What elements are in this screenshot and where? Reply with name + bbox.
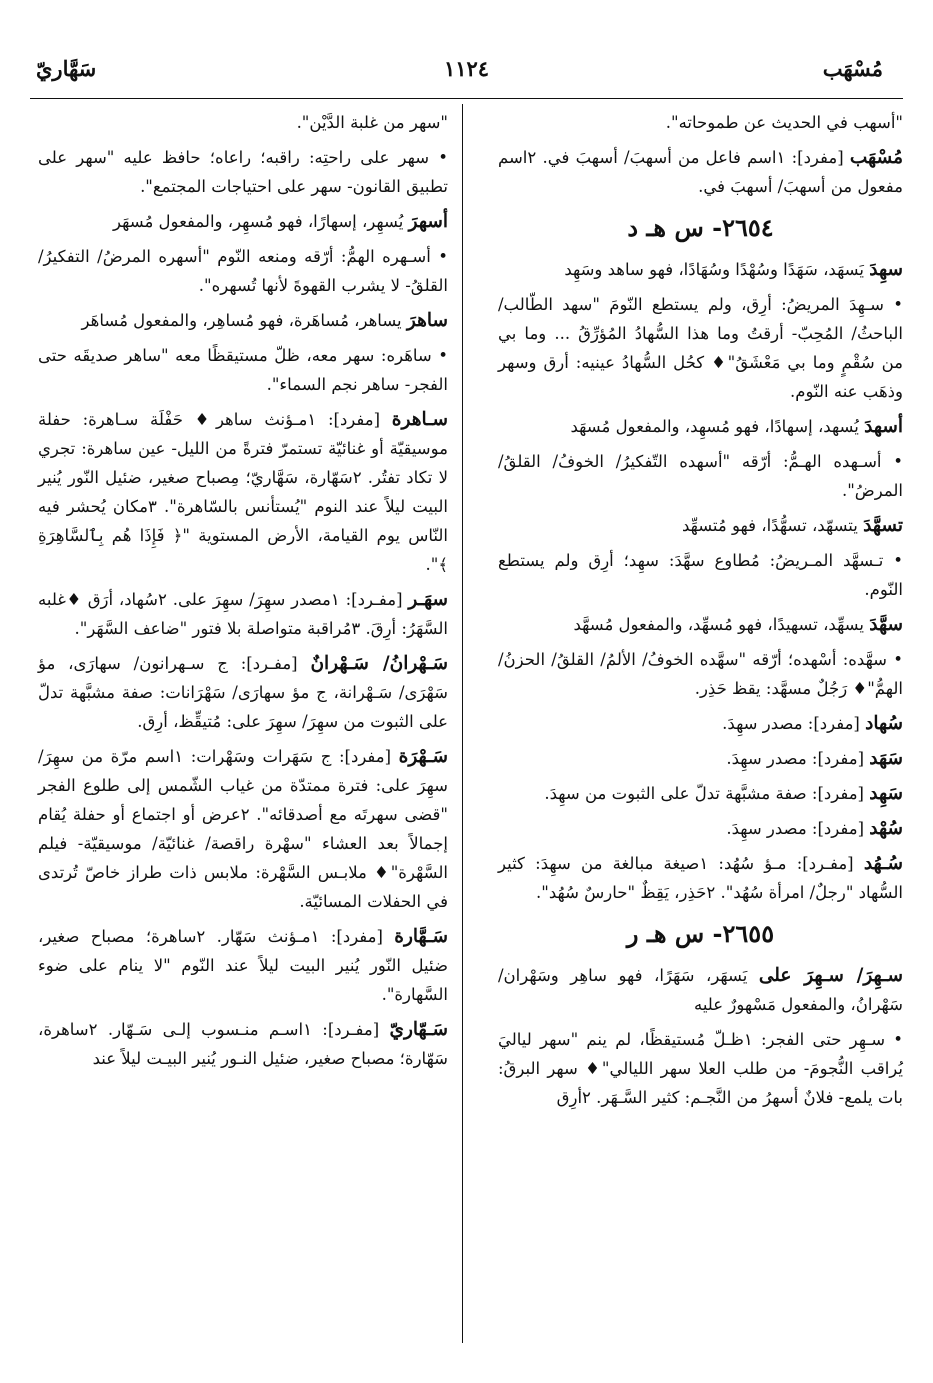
entry-text: [مفـرد]: ١مصدر سهِرَ/ سهِرَ على. ٢سُهاد، أرَق ♦غلبه السَّهَرُ: أرِقَ. ٣مُراقبة متواصلة بلا فتور "ضاعف السَّهَر". [38,590,448,638]
dictionary-entry [498,143,903,201]
headword: تسهَّدَ [863,515,903,536]
entry-text: [مفرد]: ١مـؤنث ساهر♦ حَفْلَة سـاهرة: حفلة موسيقيّة أو غنائيّة تستمرّ فترةً من الليل- عين ساهرة: تجري لا تكاد تفتُر. ٢سَهّارة، سَهَّاريّ؛ مِصباح صغير، ضئيل النّور يُنير البيت ليلاً عند النوم "يُستأنس بالسّاهرة". ٣مكان يُحشر فيه النّاس يوم القيامة، الأرض المستوية "﴿ فَإِذَا هُم بِٱلسَّاهِرَةِ ﴾". [38,410,448,574]
dictionary-entry [38,108,448,137]
headword: سهِدَ [869,259,903,280]
headword: سُهْد [869,818,903,839]
dictionary-entry [498,779,903,808]
dictionary-entry [38,405,448,579]
dictionary-entry [498,511,903,540]
headword: سـهِرَ/ سـهِرَ على [758,965,903,986]
entry-text: • ساهَره: سهر معه، ظلّ مستيقظًا معه "ساهر صديقَه حتى الفجر- ساهر نجم السماء". [38,346,448,394]
dictionary-entry [38,649,448,736]
entry-text: • أسـهده الهـمُّ: أرّقه "أسهده التّفكيرُ/ الخوفُ/ القلقُ/ المرضُ". [498,452,903,500]
headword: سَـهْرَة [398,746,448,767]
entry-text: يساهر، مُساهَرة، فهو مُساهِر، والمفعول مُساهَر [81,311,407,330]
dictionary-entry [38,341,448,399]
entry-text: [مفرد]: مصدر سهِدَ. [726,819,870,838]
page-number: ١١٢٤ [443,56,490,81]
dictionary-entry [38,242,448,300]
headword: سَـهّاريّ [389,1019,448,1040]
dictionary-entry [38,1015,448,1073]
root-heading: ٢٦٥٤- س هـ د [627,213,774,242]
headword: سَهَد [869,748,903,769]
headword: سَـهْرانُ/ سَـهْرانٌ [310,653,448,674]
right-column [498,108,903,1118]
headword: سُـهُد [863,853,904,874]
headword: أسهدَ [864,416,903,437]
entry-text: [مفرد]: مصدر سهِدَ. [722,714,866,733]
entry-text: يُسهِر، إسهارًا، فهو مُسهِر، والمفعول مُسهَر [113,212,409,231]
column-divider [462,104,463,1343]
entry-text: يسهِّد، تسهيدًا، فهو مُسهِّد، والمفعول مُسهَّد [573,615,870,634]
headword: أسهرَ [408,211,448,232]
dictionary-entry [498,961,903,1019]
dictionary-entry [498,709,903,738]
entry-text: • أسـهره الهمُّ: أرّقه ومنعه النّوم "أسهره المرضُ/ التفكيرُ/ القلقُ- لا يشرب القهوةَ لأنها تُسهره". [38,247,448,295]
entry-text: "سهر من غلبة الدَّيْن". [296,113,448,132]
dictionary-entry [498,814,903,843]
header-guide-word-left: سَهَّاريّ [36,56,97,81]
dictionary-entry [498,744,903,773]
entry-text: [مفـرد]: ج سـهرانون/ سهارَى، مؤ سَهْرَى/ سَـهْرانة، ج مؤ سهارَى/ سَهْرَانات: صفة مشبَّهة تدلّ على الثبوت من سهِرَ/ سهِرَ على: مُتيقِّظ، أرِق. [38,654,448,731]
dictionary-entry [38,742,448,916]
dictionary-entry [498,412,903,441]
entry-text: يَسهَد، سَهَدًا وسُهْدًا وسُهَادًا، فهو ساهد وسَهِد [564,260,870,279]
entry-text: [مفـرد]: ١اسـم منـسوب إلـى سَـهّار. ٢ساهرة، سَهّارة؛ مصباح صغير، ضئيل النـور يُنير البيـت ليلاً عند [38,1020,448,1068]
dictionary-entry [38,143,448,201]
dictionary-entry [498,645,903,703]
entry-text: • تـسهَّد المـريضُ: مُطاوع سهَّدَ: سهِد؛ أرِق ولم يستطع النّوم. [498,551,903,599]
headword: سهَّدَ [869,614,903,635]
headword: ساهرَ [406,310,448,331]
dictionary-entry [498,849,903,907]
left-column [38,108,448,1079]
header-rule [30,98,903,99]
dictionary-entry [498,447,903,505]
headword: سهَـر [408,589,448,610]
entry-text: [مفرد]: مصدر سهِدَ. [726,749,870,768]
dictionary-entry [38,306,448,335]
entry-text: يتسهّد، تسهُّدًا، فهو مُتسهِّد [681,516,864,535]
entry-text: [مفرد]: ج سَهَرات وسَهْرات: ١اسم مرّة من سهِرَ/ سهِرَ على: فترة ممتدّة من غياب الشّمس إلى طلوع الفجر "قضى سهرتَه مع أصدقائه". ٢عرض أو اجتماع أو حفلة يُقام إجمالاً بعد العشاء "سهْرة راقصة/ غنائيّة/ موسيقيّة- فيلم السَّهْرة"♦ ملابـس السَّهْرة: ملابس ذات طراز خاصّ تُرتدى في الحفلات المسائيّة. [38,747,448,911]
dictionary-entry [38,207,448,236]
dictionary-entry [498,1025,903,1112]
headword: سُهاد [865,713,903,734]
page-header [30,56,903,90]
headword: سَهِد [869,783,903,804]
header-guide-word-right: مُسْهَب [822,56,883,81]
dictionary-entry [498,610,903,639]
entry-text: "أسهب في الحديث عن طموحاته". [665,113,903,132]
entry-text: • سهر على راحتِه: راقبه؛ راعاه؛ حافظ عليه "سهر على تطبيق القانون- سهر على احتياجات المجتمع". [38,148,448,196]
entry-text: [مفرد]: صفة مشبَّهة تدلّ على الثبوت من سهِدَ. [544,784,870,803]
dictionary-entry [498,108,903,137]
dictionary-entry [498,290,903,406]
entry-text: • سهَّده: أسْهده؛ أرّقه "سهَّده الخوفُ/ الألمُ/ القلقُ/ الحزنُ/ الهمُّ"♦ رَجُلٌ مسهَّد: يقظ حَذِر. [498,650,903,698]
entry-text: [مفـرد]: مـؤ سُهُد: ١صيغة مبالغة من سهِدَ: كثير السُّهاد "رجلٌ/ امرأة سُهُد". ٢حَذِر، يَقِظٌ "حارسٌ سُهُد". [498,854,903,902]
dictionary-entry [38,922,448,1009]
entry-text: [مفرد]: ١مـؤنث سَهّار. ٢ساهرة؛ مصباح صغير، ضئيل النّور يُنير البيت ليلاً عند النّوم "لا ينام على ضوء السَّهارة". [38,927,448,1004]
dictionary-entry [498,255,903,284]
headword: سـاهرة [391,409,449,430]
entry-text: • سـهِر حتى الفجر: ١ظـلّ مُستيقظًا، لم ينم "سهر لياليَ يُراقب النُّجومَ- من طلب العلا سهر الليالي"♦ سهر البرقُ: بات يلمع- فلانٌ أسهرُ من النَّجـم: كثير السَّـهَر. ٢أرِق [498,1030,903,1107]
entry-text: [مفرد]: ١اسم فاعل من أسهبَ/ أسهبَ في. ٢اسم مفعول من أسهبَ/ أسهبَ في. [498,148,903,196]
entry-text: • سـهِدَ المريضُ: أرِق، ولم يستطع النّومَ "سهد الطّالب/ الباحثُ/ المُحِبّ- أرقتُ وما هذا السُّهادُ المُؤرِّقُ ... وما بي من سُقْمٍ وما بي مَعْشَقُ"♦ كحُل السُّهادُ عينيه: أرق وسهر وذهَب عنه النّوم. [498,295,903,401]
headword: مُسْهَب [849,147,903,168]
root-heading: ٢٦٥٥- س هـ ر [626,919,775,948]
headword: سَـهَّارة [394,926,448,947]
entry-text: يُسهد، إسهادًا، فهو مُسهِد، والمفعول مُسهَد [570,417,865,436]
entry-text: يَسهَر، سَهَرًا، فهو ساهِر وسَهْران/ سَهْرانُ، والمفعول مَسْهورٌ عليه [498,966,903,1014]
dictionary-entry [498,546,903,604]
dictionary-entry [38,585,448,643]
